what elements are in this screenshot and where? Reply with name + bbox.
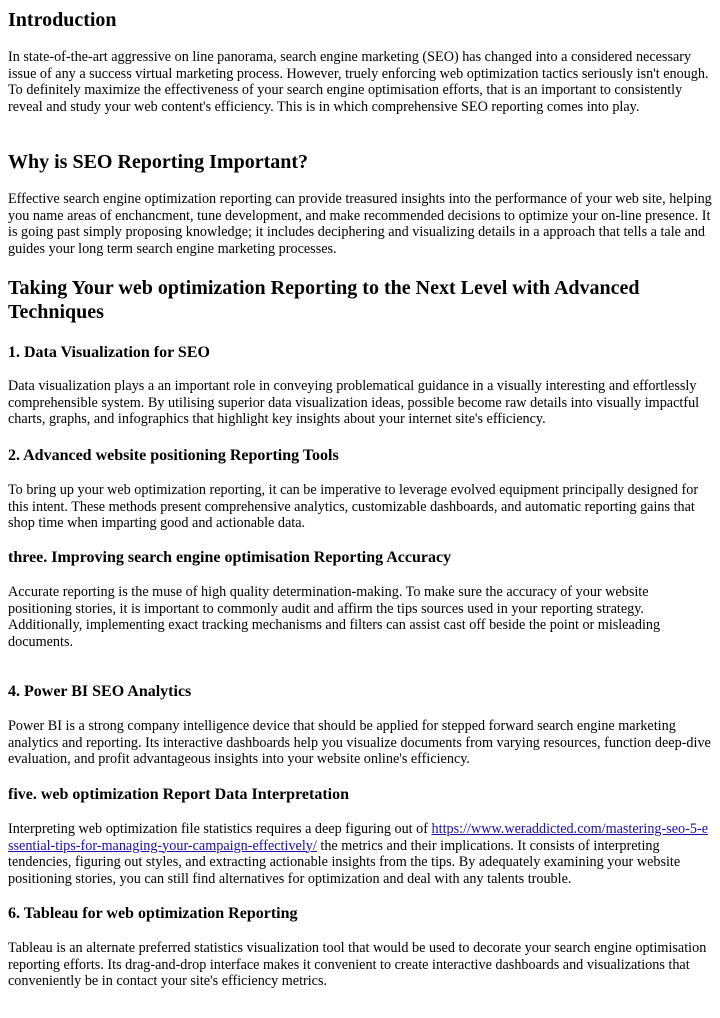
paragraph-data-visualization: Data visualization plays a an important role in conveying problematical guidance in a visually interesting and effortlessly comprehensible system. By utilising superior data visualization ideas, possible become raw details into visually impactful charts, graphs, and infographics that highlight key insights about your internet site's efficiency. xyxy=(8,378,700,428)
paragraph-text-after-link: the metrics and their implications. It consists of interpreting tendencies, figuring out styles, and extracting actionable insights from the tips. By adequately examining your website positioning stories, you can still find alternatives for optimization and deal with any talents trouble. xyxy=(8,837,681,887)
heading-reporting-tools: 2. Advanced website positioning Reporting Tools xyxy=(8,447,339,464)
heading-introduction: Introduction xyxy=(8,9,117,31)
paragraph-power-bi: Power BI is a strong company intelligence device that should be applied for stepped forward search engine marketing analytics and reporting. Its interactive dashboards help you visualize documents from varying resources, function deep-dive evaluation, and profit advantageous insights into your website online's efficiency. xyxy=(8,718,711,768)
heading-data-visualization: 1. Data Visualization for SEO xyxy=(8,344,210,361)
heading-advanced-techniques: Taking Your web optimization Reporting to the Next Level with Advanced Techniques xyxy=(8,277,640,323)
paragraph-text-before-link: Interpreting web optimization file statistics requires a deep figuring out of xyxy=(8,821,432,837)
paragraph-why-seo-reporting: Effective search engine optimization reporting can provide treasured insights into the performance of your web site, helping you name areas of enchancment, tune development, and make recommended decisions to optimize your on-line presence. It is going past simply proposing knowledge; it includes deciphering and visualizing details in a approach that tells a tale and guides your long term search engine marketing processes. xyxy=(8,191,712,257)
paragraph-reporting-tools: To bring up your web optimization reporting, it can be imperative to leverage evolved equipment principally designed for this intent. These methods present comprehensive analytics, customizable dashboards, and automatic reporting gains that shop time when imparting good and actionable data. xyxy=(8,482,699,532)
paragraph-reporting-accuracy: Accurate reporting is the muse of high quality determination-making. To make sure the accuracy of your website positioning stories, it is important to commonly audit and affirm the tips sources used in your reporting strategy. Additionally, implementing exact tracking mechanisms and filters can assist cast off beside the point or misleading documents. xyxy=(8,584,661,650)
heading-tableau: 6. Tableau for web optimization Reporting xyxy=(8,905,298,922)
heading-reporting-accuracy: three. Improving search engine optimisation Reporting Accuracy xyxy=(8,549,452,566)
paragraph-introduction: In state-of-the-art aggressive on line panorama, search engine marketing (SEO) has changed into a considered necessary issue of any a success virtual marketing process. However, truely enforcing web optimization tactics seriously isn't enough. To definitely maximize the effectiveness of your search engine optimisation efforts, that is an important to consistently reveal and study your web content's efficiency. This is in which comprehensive SEO reporting comes into play. xyxy=(8,49,709,115)
heading-power-bi: 4. Power BI SEO Analytics xyxy=(8,683,192,700)
heading-data-interpretation: five. web optimization Report Data Interpretation xyxy=(8,786,349,803)
paragraph-tableau: Tableau is an alternate preferred statistics visualization tool that would be used to decorate your search engine optimisation reporting efforts. Its drag-and-drop interface makes it convenient to create interactive dashboards and visualizations that conveniently be in contact your site's efficiency metrics. xyxy=(8,940,707,990)
article-link[interactable]: https://www.weraddicted.com/mastering-seo-5-essential-tips-for-managing-your-campaign-effectively/ xyxy=(8,821,708,854)
paragraph-data-interpretation xyxy=(8,821,712,887)
heading-why-seo-reporting: Why is SEO Reporting Important? xyxy=(8,151,309,173)
